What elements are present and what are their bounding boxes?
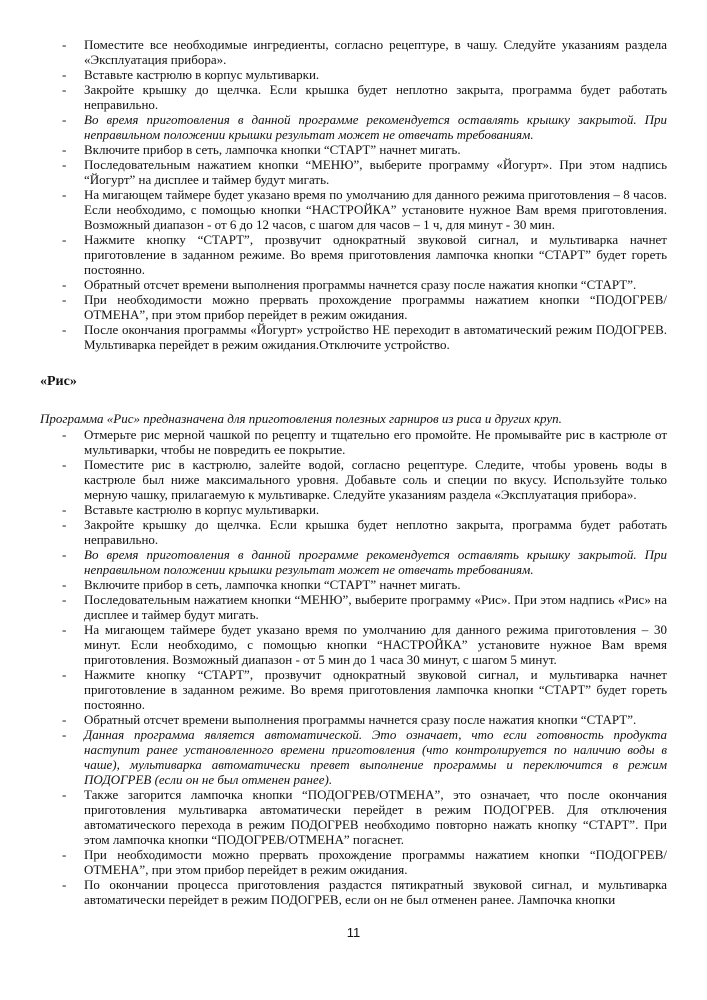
instruction-item: - Во время приготовления в данной программе рекомендуется оставлять крышку закрытой. При неправильном положении крышки результат может не отвечать требованиям. xyxy=(0,547,707,577)
instruction-item: - Отмерьте рис мерной чашкой по рецепту и тщательно его промойте. Не промывайте рис в кастрюле от мультиварки, чтобы не повредить ее покрытие. xyxy=(0,427,707,457)
instruction-item: - При необходимости можно прервать прохождение программы нажатием кнопки “ПОДОГРЕВ/ ОТМЕНА”, при этом прибор перейдет в режим ожидания. xyxy=(0,847,707,877)
instruction-item: - Последовательным нажатием кнопки “МЕНЮ”, выберите программу «Рис». При этом надпись «Рис» на дисплее и таймер будут мигать. xyxy=(0,592,707,622)
instruction-item: - Нажмите кнопку “СТАРТ”, прозвучит однократный звуковой сигнал, и мультиварка начнет приготовление в заданном режиме. Во время приготовления лампочка кнопки “СТАРТ” будет гореть постоянно. xyxy=(0,667,707,712)
instruction-item: - Включите прибор в сеть, лампочка кнопки “СТАРТ” начнет мигать. xyxy=(0,142,707,157)
instruction-item: - Во время приготовления в данной программе рекомендуется оставлять крышку закрытой. При неправильном положении крышки результат может не отвечать требованиям. xyxy=(0,112,707,142)
instruction-item: - Вставьте кастрюлю в корпус мультиварки. xyxy=(0,67,707,82)
instruction-item: - Также загорится лампочка кнопки “ПОДОГРЕВ/ОТМЕНА”, это означает, что после окончания приготовления мультиварка автоматически перейдет в режим ПОДОГРЕВ. Для отключения автоматического перехода в режим ПОДОГРЕВ необходимо повторно нажать кнопку “СТАРТ”. При этом лампочка кнопки “ПОДОГРЕВ/ОТМЕНА” погаснет. xyxy=(0,787,707,847)
page-number: 11 xyxy=(346,925,361,940)
instruction-item: - На мигающем таймере будет указано время по умолчанию для данного режима приготовления – 30 минут. Если необходимо, с помощью кнопки “НАСТРОЙКА” установите нужное Вам время приготовления. Возможный диапазон - от 5 мин до 1 часа 30 минут, с шагом 5 минут. xyxy=(0,622,707,667)
instruction-item: - Обратный отсчет времени выполнения программы начнется сразу после нажатия кнопки “СТАРТ”. xyxy=(0,277,707,292)
instruction-item: - Последовательным нажатием кнопки “МЕНЮ”, выберите программу «Йогурт». При этом надпись “Йогурт” на дисплее и таймер будут мигать. xyxy=(0,157,707,187)
instruction-item: - Данная программа является автоматической. Это означает, что если готовность продукта наступит ранее установленного времени приготовления (что контролируется по наличию воды в чаше), мультиварка автоматически превет выполнение программы и переключится в режим ПОДОГРЕВ (если он не был отменен ранее). xyxy=(0,727,707,787)
instruction-item: - Включите прибор в сеть, лампочка кнопки “СТАРТ” начнет мигать. xyxy=(0,577,707,592)
instruction-item: - Закройте крышку до щелчка. Если крышка будет неплотно закрыта, программа будет работать неправильно. xyxy=(0,517,707,547)
instruction-item: - Обратный отсчет времени выполнения программы начнется сразу после нажатия кнопки “СТАРТ”. xyxy=(0,712,707,727)
instruction-item: - Вставьте кастрюлю в корпус мультиварки. xyxy=(0,502,707,517)
instruction-item: - При необходимости можно прервать прохождение программы нажатием кнопки “ПОДОГРЕВ/ ОТМЕНА”, при этом прибор перейдет в режим ожидания. xyxy=(0,292,707,322)
yogurt-instructions-list xyxy=(0,37,707,352)
instruction-item: - Нажмите кнопку “СТАРТ”, прозвучит однократный звуковой сигнал, и мультиварка начнет приготовление в заданном режиме. Во время приготовления лампочка кнопки “СТАРТ” будет гореть постоянно. xyxy=(0,232,707,277)
instruction-item: - После окончания программы «Йогурт» устройство НЕ переходит в автоматический режим ПОДОГРЕВ. Мультиварка перейдет в режим ожидания.Отключите устройство. xyxy=(0,322,707,352)
rice-instructions-list xyxy=(0,427,707,907)
section-heading-rice: «Рис» xyxy=(40,374,77,389)
instruction-item: - Поместите все необходимые ингредиенты, согласно рецептуре, в чашу. Следуйте указаниям раздела «Эксплуатация прибора». xyxy=(0,37,707,67)
instruction-item: - По окончании процесса приготовления раздастся пятикратный звуковой сигнал, и мультиварка автоматически перейдет в режим ПОДОГРЕВ, если он не был отменен ранее. Лампочка кнопки xyxy=(0,877,707,907)
instruction-item: - Поместите рис в кастрюлю, залейте водой, согласно рецептуре. Следите, чтобы уровень воды в кастрюле был ниже максимального уровня. Добавьте соль и специи по вкусу. Используйте только мерную чашку, прилагаемую к мультиварке. Следуйте указаниям раздела «Эксплуатация прибора». xyxy=(0,457,707,502)
instruction-item: - На мигающем таймере будет указано время по умолчанию для данного режима приготовления – 8 часов. Если необходимо, с помощью кнопки “НАСТРОЙКА” установите нужное Вам время приготовления. Возможный диапазон - от 6 до 12 часов, с шагом для часов – 1 ч, для минут - 30 мин. xyxy=(0,187,707,232)
rice-program-intro: Программа «Рис» предназначена для приготовления полезных гарниров из риса и других круп. xyxy=(40,411,562,426)
instruction-item: - Закройте крышку до щелчка. Если крышка будет неплотно закрыта, программа будет работать неправильно. xyxy=(0,82,707,112)
